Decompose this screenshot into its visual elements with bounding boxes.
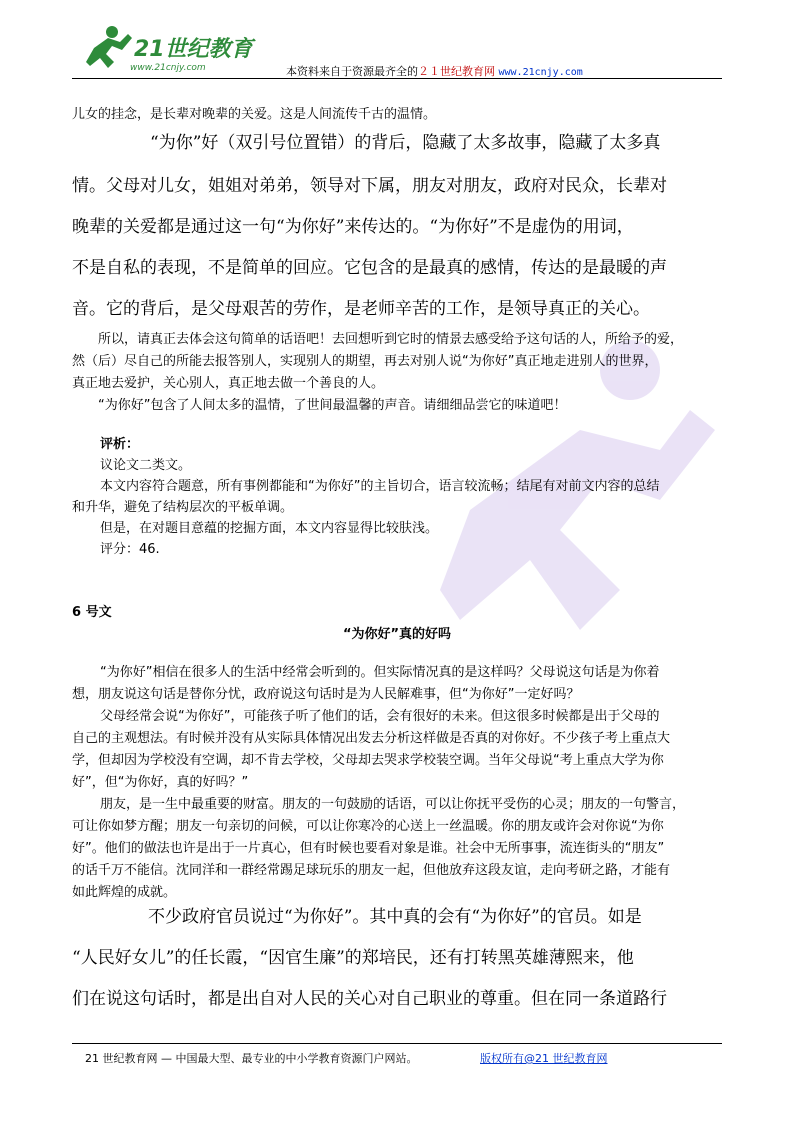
header-note-brand: ２１世纪教育网	[418, 65, 495, 78]
text-line: “为你好”包含了人间太多的温情，了世间最温馨的声音。请细细品尝它的味道吧！	[98, 398, 567, 413]
review-label: 评析：	[100, 437, 140, 452]
essay-title: “为你好”真的好吗	[342, 627, 452, 642]
text-line: 情。父母对儿女，姐姐对弟弟，领导对下属，朋友对朋友，政府对民众，长辈对	[72, 176, 667, 196]
text-line: 真正地去爱护，关心别人，真正地去做一个善良的人。	[72, 376, 385, 391]
text-line: 晚辈的关爱都是通过这一句“为你好”来传达的。“为你好”不是虚伪的用词，	[72, 217, 634, 237]
text-line: 学，但却因为学校没有空调，却不肯去学校，父母却去哭求学校装空调。当年父母说“考上重点大学为你	[72, 753, 664, 768]
header-note	[286, 63, 583, 79]
text-line: 父母经常会说“为你好”，可能孩子听了他们的话，会有很好的未来。但这很多时候都是出于父母的	[100, 709, 660, 724]
review-line: 和升华，避免了结构层次的平板单调。	[72, 500, 294, 515]
essay-number: 6 号文	[72, 605, 112, 620]
header-rule	[72, 78, 722, 79]
text-line: “为你”好（双引号位置错）的背后，隐藏了太多故事，隐藏了太多真	[150, 133, 661, 153]
text-line: 们在说这句话时，都是出自对人民的关心对自己职业的尊重。但在同一条道路行	[72, 989, 667, 1009]
text-line: 音。它的背后，是父母艰苦的劳作，是老师辛苦的工作，是领导真正的关心。	[72, 299, 650, 319]
review-line: 议论文二类文。	[100, 458, 192, 473]
text-line: 然（后）尽自己的所能去报答别人，实现别人的期望，再去对别人说“为你好”真正地走进别人的世界，	[72, 354, 658, 369]
text-line: “人民好女儿”的任长霞，“因官生廉”的郑培民，还有打转黑英雄薄熙来，他	[72, 948, 634, 968]
footer-text: 21 世纪教育网 — 中国最大型、最专业的中小学教育资源门户网站。	[85, 1052, 418, 1065]
review-score: 评分：46.	[100, 542, 160, 557]
text-line: 不少政府官员说过“为你好”。其中真的会有“为你好”的官员。如是	[148, 907, 642, 927]
review-line: 本文内容符合题意，所有事例都能和“为你好”的主旨切合，语言较流畅；结尾有对前文内容的总结	[100, 479, 660, 494]
site-logo	[72, 18, 272, 80]
footer-copyright-link[interactable]: 版权所有@21 世纪教育网	[480, 1052, 608, 1065]
logo-url: www.21cnjy.com	[130, 63, 206, 73]
text-line: 不是自私的表现，不是简单的回应。它包含的是最真的感情，传达的是最暖的声	[72, 258, 667, 278]
text-line: 自己的主观想法。有时候并没有从实际具体情况出发去分析这样做是否真的对你好。不少孩子考上重点大	[72, 731, 671, 746]
text-line: 好”。他们的做法也许是出于一片真心，但有时候也要看对象是谁。社会中无所事事，流连街头的“朋友”	[72, 841, 665, 856]
text-line: “为你好”相信在很多人的生活中经常会听到的。但实际情况真的是这样吗？父母说这句话是为你着	[100, 665, 660, 680]
header-note-url[interactable]: www.21cnjy.com	[498, 67, 583, 78]
review-line: 但是，在对题目意蕴的挖掘方面，本文内容显得比较肤浅。	[100, 521, 439, 536]
text-line: 可让你如梦方醒；朋友一句亲切的问候，可以让你寒冷的心送上一丝温暖。你的朋友或许会对你说“为你	[72, 819, 664, 834]
text-line: 所以，请真正去体会这句简单的话语吧！去回想听到它时的情景去感受给予这句话的人，所给予的爱，	[98, 332, 684, 347]
text-line: 朋友，是一生中最重要的财富。朋友的一句鼓励的话语，可以让你抚平受伤的心灵；朋友的一句警言，	[100, 797, 686, 812]
text-line: 如此辉煌的成就。	[72, 885, 177, 900]
text-line: 的话千万不能信。沈同洋和一群经常踢足球玩乐的朋友一起，但他放弃这段友谊，走向考研之路，才能有	[72, 863, 671, 878]
header-note-prefix: 本资料来自于资源最齐全的	[286, 65, 418, 78]
text-line: 好”，但“为你好，真的好吗？”	[72, 775, 249, 790]
text-line: 想，朋友说这句话是替你分忧，政府说这句话时是为人民解难事，但“为你好”一定好吗？	[72, 687, 580, 702]
footer-rule	[72, 1043, 722, 1044]
text-line: 儿女的挂念，是长辈对晚辈的关爱。这是人间流传千古的温情。	[72, 107, 437, 122]
logo-text: 21世纪教育	[134, 37, 253, 62]
